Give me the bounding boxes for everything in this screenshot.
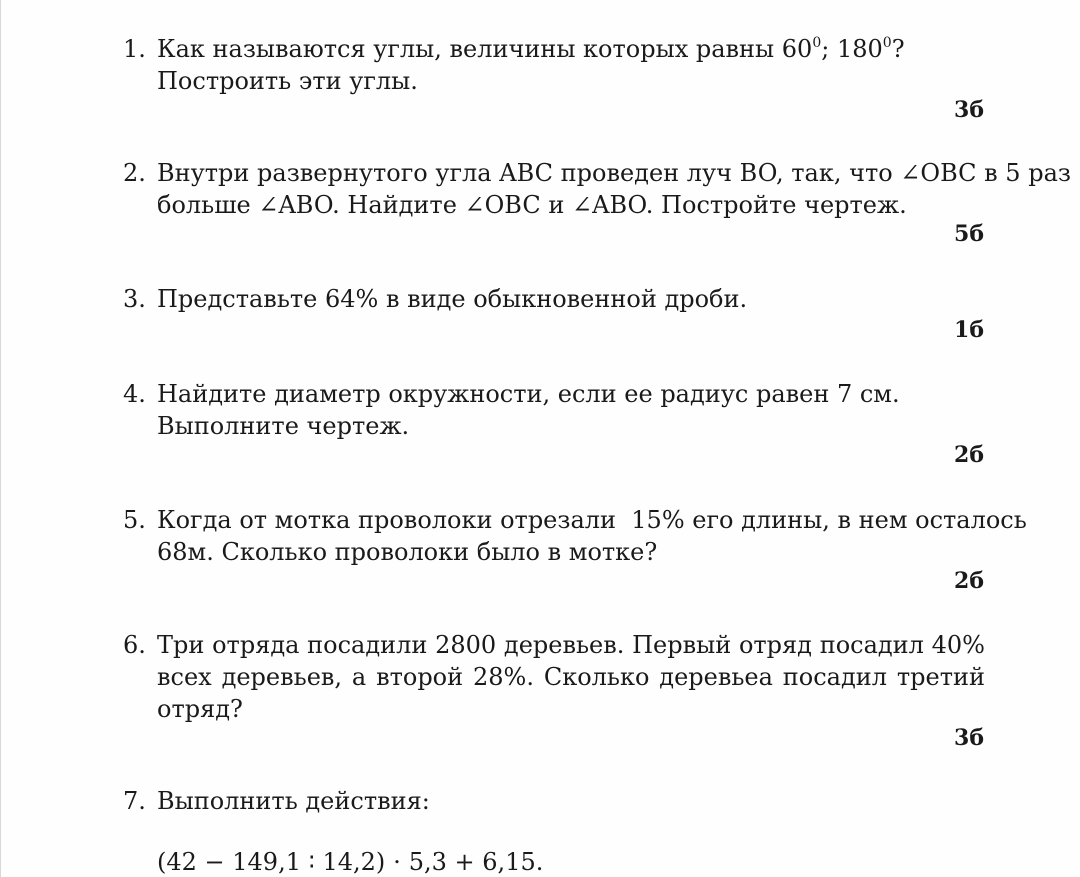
task-score: 3б — [954, 97, 984, 123]
task-number: 1. — [123, 35, 146, 63]
task-line: 68м. Сколько проволоки было в мотке? — [157, 538, 658, 566]
task-line: отряд? — [157, 695, 243, 723]
task-number: 2. — [123, 159, 146, 187]
task-number: 5. — [123, 506, 146, 534]
task-line: Внутри развернутого угла ABC проведен луч BO, так, что ∠OBC в 5 раз — [157, 159, 1071, 187]
task-line: Когда от мотка проволоки отрезали 15% его длины, в нем осталось — [157, 506, 1027, 534]
task-line: Три отряда посадили 2800 деревьев. Первый отряд посадил 40% — [157, 631, 985, 659]
task-line: больше ∠ABO. Найдите ∠OBC и ∠ABO. Постройте чертеж. — [157, 191, 907, 219]
task-4 — [123, 378, 985, 442]
task-number: 7. — [123, 787, 146, 815]
task-line: Найдите диаметр окружности, если ее радиус равен 7 см. — [157, 380, 900, 408]
task-5 — [123, 504, 1027, 568]
degree-superscript: 0 — [812, 35, 822, 51]
task-line: Построить эти углы. — [157, 67, 418, 95]
text-fragment: Как называются углы, величины которых равны 60 — [157, 35, 813, 63]
task-line: всех деревьев, а второй 28%. Сколько деревьеа посадил третий — [157, 663, 985, 691]
task-text — [157, 504, 1027, 568]
task-score: 1б — [954, 317, 984, 343]
task-number: 3. — [123, 285, 146, 313]
math-expression: (42 − 149,1 ∶ 14,2) ⋅ 5,3 + 6,15. — [157, 848, 544, 876]
task-text — [157, 629, 985, 725]
task-text — [157, 33, 985, 97]
degree-superscript: 0 — [882, 35, 892, 51]
text-fragment: ? — [891, 35, 905, 63]
task-text — [157, 283, 985, 315]
task-score: 5б — [954, 221, 984, 247]
task-number: 4. — [123, 380, 146, 408]
task-text — [157, 378, 985, 442]
task-7 — [123, 785, 985, 817]
task-number: 6. — [123, 631, 146, 659]
task-line: Выполните чертеж. — [157, 412, 410, 440]
text-fragment: ; 180 — [821, 35, 883, 63]
task-score: 3б — [954, 725, 984, 751]
task-score: 2б — [954, 442, 984, 468]
task-line: Выполнить действия: — [157, 787, 430, 815]
task-text — [157, 157, 1071, 221]
task-score: 2б — [954, 568, 984, 594]
task-line — [157, 33, 985, 65]
task-line: Представьте 64% в виде обыкновенной дроби. — [157, 285, 748, 313]
task-1 — [123, 33, 985, 97]
task-text — [157, 785, 985, 817]
task-2 — [123, 157, 1071, 221]
task-3 — [123, 283, 985, 315]
task-6 — [123, 629, 985, 725]
